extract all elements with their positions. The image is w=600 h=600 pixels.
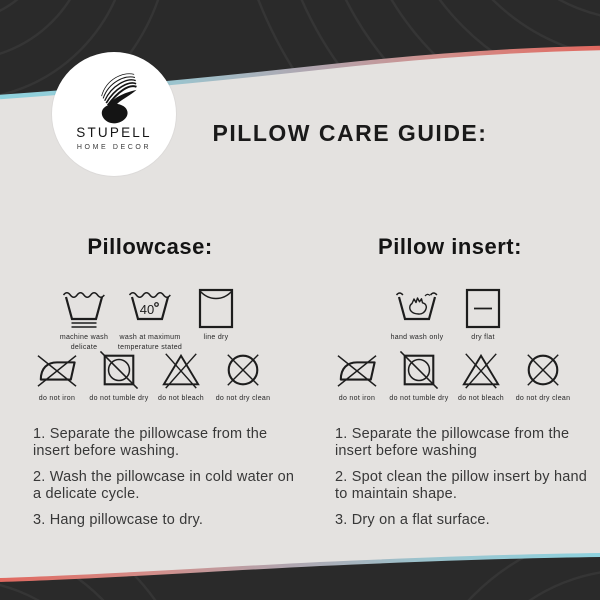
pillowcase-instructions <box>33 426 297 539</box>
care-symbol-label: do not iron <box>338 395 376 402</box>
column-heading: Pillowcase: <box>87 234 213 259</box>
brand-name: STUPELL <box>76 125 152 140</box>
care-symbol-line-dry <box>183 286 249 343</box>
column-pillow-insert <box>300 234 600 539</box>
machine-wash-delicate-icon <box>61 286 107 330</box>
do-not-tumble-dry-icon <box>96 350 142 390</box>
do-not-iron-icon <box>332 350 382 390</box>
do-not-bleach-icon <box>458 350 504 390</box>
care-symbol-label: do not dry clean <box>515 395 571 402</box>
pillow-insert-symbols-row-1 <box>384 286 516 350</box>
care-symbol-label: wash at maximum temperature stated <box>117 334 183 352</box>
brand-subtitle: HOME DECOR <box>76 144 152 151</box>
instruction-item: 1. Separate the pillowcase from the insert before washing. <box>33 426 268 459</box>
care-symbol-label: do not dry clean <box>215 395 271 402</box>
s-swirl-icon <box>81 62 147 124</box>
instruction-item: 1. Separate the pillowcase from the insert before washing <box>335 426 570 459</box>
dry-flat-icon <box>460 286 506 330</box>
do-not-iron-icon <box>32 350 82 390</box>
do-not-dry-clean-icon <box>220 350 266 390</box>
care-symbol-do-not-tumble-dry <box>88 350 150 404</box>
care-symbol-do-not-iron <box>26 350 88 404</box>
bottom-wave-banner <box>0 550 600 600</box>
care-symbol-hand-wash-only <box>384 286 450 343</box>
hand-wash-only-icon <box>394 286 440 330</box>
care-symbol-label: machine wash delicate <box>59 334 109 352</box>
stupell-logo <box>52 52 176 176</box>
wash-temperature-value: 40 <box>139 302 155 317</box>
instruction-item: 3. Dry on a flat surface. <box>335 512 490 529</box>
care-symbol-label: do not bleach <box>458 395 504 402</box>
care-symbol-do-not-dry-clean <box>212 350 274 404</box>
line-dry-icon <box>193 286 239 330</box>
care-symbol-label: hand wash only <box>390 334 444 341</box>
care-symbol-label: line dry <box>203 334 229 341</box>
instruction-item: 2. Spot clean the pillow insert by hand to maintain shape. <box>335 469 588 502</box>
care-symbol-label: do not bleach <box>158 395 204 402</box>
do-not-bleach-icon <box>158 350 204 390</box>
page-title: PILLOW CARE GUIDE: <box>212 120 488 146</box>
care-symbol-label: dry flat <box>471 334 495 341</box>
care-symbol-label: do not tumble dry <box>389 395 449 402</box>
care-columns <box>0 234 600 539</box>
care-symbol-do-not-dry-clean <box>512 350 574 404</box>
instruction-item: 2. Wash the pillowcase in cold water on a delicate cycle. <box>33 469 295 502</box>
care-symbol-wash-40 <box>117 286 183 353</box>
column-heading: Pillow insert: <box>378 234 522 259</box>
instruction-item: 3. Hang pillowcase to dry. <box>33 512 204 529</box>
care-symbol-do-not-tumble-dry <box>388 350 450 404</box>
care-symbol-do-not-iron <box>326 350 388 404</box>
pillowcase-symbols-row-1 <box>51 286 249 350</box>
care-symbol-label: do not iron <box>38 395 76 402</box>
care-symbol-dry-flat <box>450 286 516 343</box>
care-symbol-label: do not tumble dry <box>89 395 149 402</box>
column-pillowcase <box>0 234 300 539</box>
do-not-dry-clean-icon <box>520 350 566 390</box>
care-symbol-do-not-bleach <box>450 350 512 404</box>
care-symbol-do-not-bleach <box>150 350 212 404</box>
do-not-tumble-dry-icon <box>396 350 442 390</box>
pillowcase-symbols-row-2 <box>26 350 274 404</box>
pillow-insert-instructions <box>335 426 599 539</box>
pillow-insert-symbols-row-2 <box>326 350 574 404</box>
wash-40-degrees-icon <box>127 286 173 330</box>
care-symbol-machine-wash-delicate <box>51 286 117 353</box>
